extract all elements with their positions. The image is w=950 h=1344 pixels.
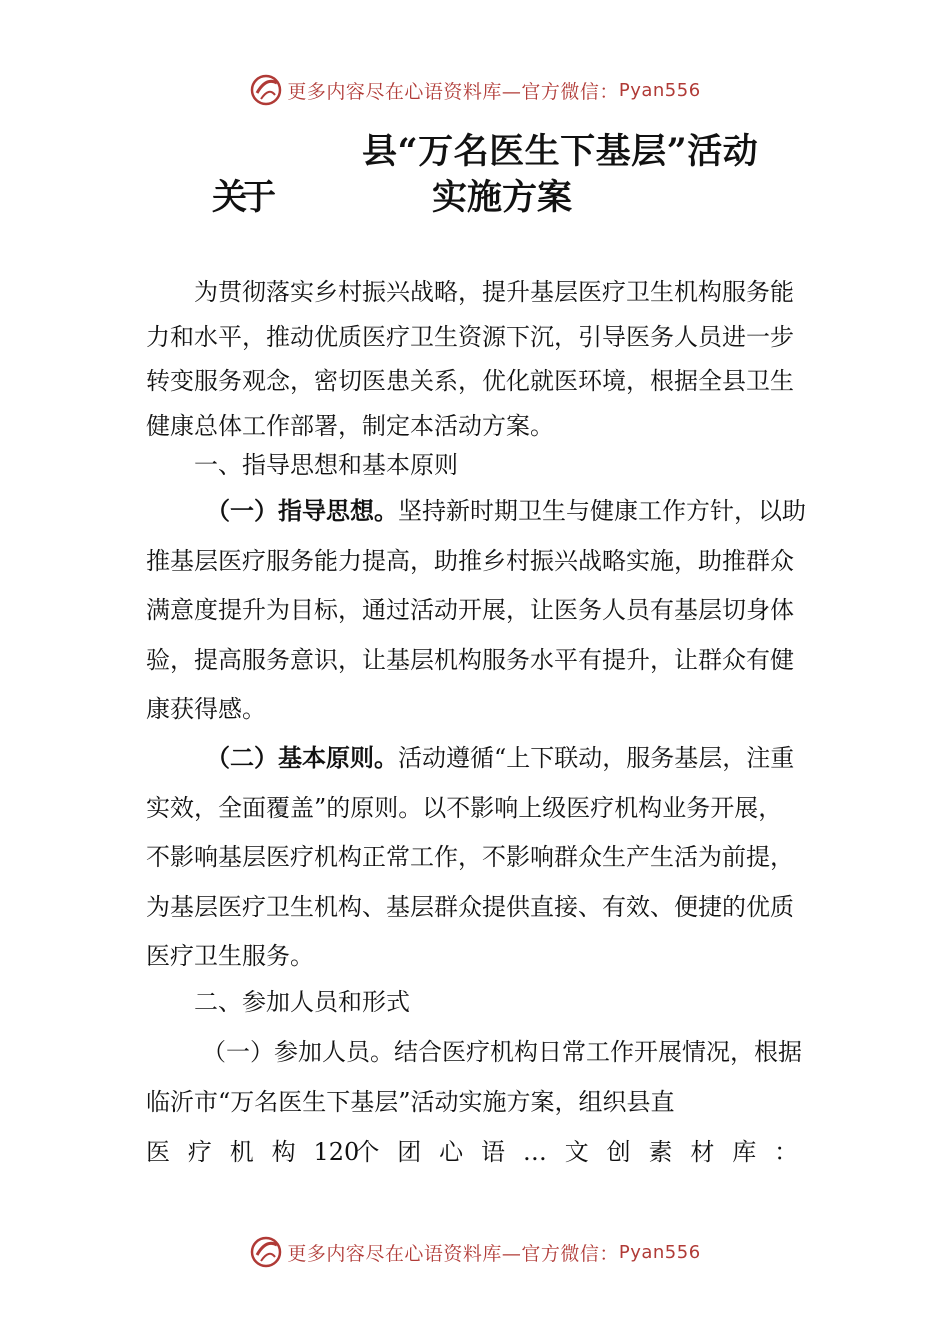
item-text: 坚持新时期卫生与健康工作方针，以助推基层医疗服务能力提高，助推乡村振兴战略实施，助推群众满意度提升为目标，通过活动开展，让医务人员有基层切身体验，提高服务意识，让基层机构服务水平有提升，让群众有健康获得感。 [146,497,806,723]
section-heading-1: 一、指导思想和基本原则 [194,451,458,479]
tail-char: 机 [229,1138,254,1166]
tail-char: 材 [690,1138,715,1166]
tail-char: 库 [732,1138,757,1166]
watermark-banner-bottom [0,1232,950,1272]
intro-paragraph: 为贯彻落实乡村振兴战略，提升基层医疗卫生机构服务能力和水平，推动优质医疗卫生资源下沉，引导医务人员进一步转变服务观念，密切医患关系，优化就医环境，根据全县卫生健康总体工作部署，制定本活动方案。 [146,278,794,440]
tail-char: 个 [355,1138,380,1166]
brand-logo-icon [249,73,283,107]
item-text: 活动遵循“上下联动，服务基层，注重实效，全面覆盖”的原则。以不影响上级医疗机构业务开展，不影响基层医疗机构正常工作，不影响群众生产生活为前提，为基层医疗卫生机构、基层群众提供直接、有效、便捷的优质医疗卫生服务。 [146,744,795,970]
tail-char: ： [774,1138,799,1166]
tail-char: 构 [271,1138,296,1166]
tail-char: 文 [564,1138,589,1166]
tail-char: 心 [439,1138,464,1166]
watermark-wechat-id: Pyan556 [618,1241,701,1263]
brand-logo-icon [249,1235,283,1269]
tail-char: 医 [146,1138,170,1166]
tail-char: 团 [397,1138,422,1166]
watermark-text: 更多内容尽在心语资料库—官方微信： [287,80,619,103]
tail-char: 创 [606,1138,631,1166]
document-title-line2: 实施方案 [432,177,573,218]
tail-char: 120 [313,1138,360,1166]
tail-char: … [522,1138,547,1166]
document-title-line1: 县“万名医生下基层”活动 [362,131,759,172]
tail-char: 语 [481,1138,505,1166]
section1-item1 [146,487,806,735]
tail-char: 疗 [187,1138,212,1166]
item-lead: （一）指导思想。 [206,497,398,525]
section-heading-2: 二、参加人员和形式 [194,988,410,1016]
watermark-wechat-id: Pyan556 [618,79,701,101]
document-title-prefix: 关于 [212,177,271,218]
watermark-text: 更多内容尽在心语资料库—官方微信： [287,1242,619,1265]
section2-item1: （一）参加人员。结合医疗机构日常工作开展情况，根据临沂市“万名医生下基层”活动实施方案，组织县直 [146,1038,802,1116]
section1-item2 [146,734,806,982]
tail-char: 素 [648,1138,673,1166]
watermark-banner-top [0,70,950,110]
item-lead: （二）基本原则。 [206,744,398,772]
